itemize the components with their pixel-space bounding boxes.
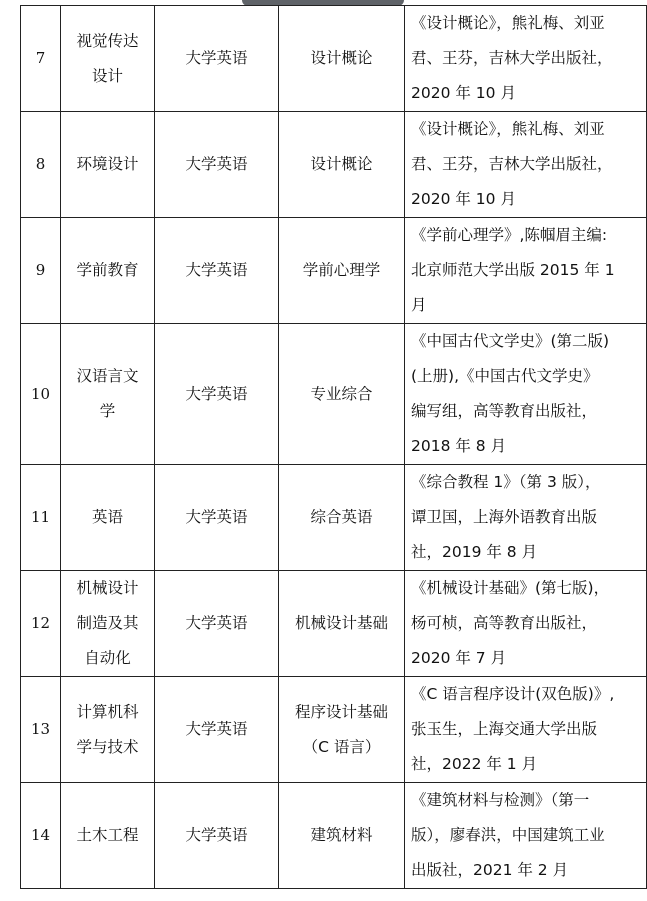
exam-subject-cell [279,6,405,112]
row-number: 9 [35,261,46,279]
major-cell [61,218,155,324]
exam-subject: 学前心理学 [302,261,381,279]
major-name: 计算机科 学与技术 [76,702,139,756]
exam-subject-cell [279,571,405,677]
major-cell [61,465,155,571]
row-number-cell [21,571,61,677]
major-cell [61,571,155,677]
major-cell [61,112,155,218]
table-row [21,218,647,324]
major-name: 汉语言文 学 [76,367,139,420]
table-body [21,6,647,889]
major-name: 土木工程 [76,826,139,844]
exam-subject: 综合英语 [310,508,373,526]
table-row [21,677,647,783]
exam-subject-cell [279,218,405,324]
public-subject: 大学英语 [185,508,248,526]
row-number-cell [21,783,61,889]
major-name: 视觉传达 设计 [76,31,139,85]
reference-book: 《设计概论》，熊礼梅、刘亚 君、王芬，吉林大学出版社， 2020 年 10 月 [411,120,613,208]
exam-subject-cell [279,783,405,889]
exam-subject-cell [279,324,405,465]
public-subject-cell [155,783,279,889]
reference-book-cell [405,112,647,218]
reference-book-cell [405,465,647,571]
reference-book: 《中国古代文学史》(第二版) (上册),《中国古代文学史》 编写组，高等教育出版社， 2018 年 8 月 [411,332,610,455]
exam-subject-cell [279,112,405,218]
row-number-cell [21,6,61,112]
major-name: 学前教育 [76,261,139,279]
row-number-cell [21,218,61,324]
reference-book-cell [405,6,647,112]
row-number: 13 [30,720,51,738]
public-subject-cell [155,324,279,465]
major-name: 环境设计 [76,155,139,173]
reference-book: 《机械设计基础》(第七版)， 杨可桢，高等教育出版社， 2020 年 7 月 [411,579,610,667]
table-row [21,465,647,571]
major-name: 机械设计 制造及其 自动化 [76,579,139,667]
table-row [21,783,647,889]
public-subject-cell [155,6,279,112]
public-subject: 大学英语 [185,720,248,738]
reference-book-cell [405,324,647,465]
reference-book: 《C 语言程序设计(双色版)》, 张玉生，上海交通大学出版 社，2022 年 1 月 [411,685,615,773]
exam-subject: 机械设计基础 [294,614,388,632]
reference-book: 《建筑材料与检测》（第一 版），廖春洪，中国建筑工业 出版社，2021 年 2 月 [411,791,605,879]
row-number: 7 [35,49,46,67]
exam-subject: 程序设计基础 （C 语言） [294,702,388,756]
public-subject: 大学英语 [185,826,248,844]
reference-book-cell [405,571,647,677]
exam-subject-cell [279,465,405,571]
reference-book-cell [405,783,647,889]
row-number: 14 [30,826,51,844]
exam-subject-cell [279,677,405,783]
row-number: 8 [35,155,46,173]
reference-book-cell [405,218,647,324]
row-number: 12 [30,614,51,632]
major-cell [61,324,155,465]
row-number: 10 [30,384,51,403]
row-number-cell [21,465,61,571]
major-name: 英语 [91,508,123,526]
table-row [21,324,647,465]
exam-subject: 建筑材料 [310,826,373,844]
public-subject: 大学英语 [185,155,248,173]
table-row [21,571,647,677]
exam-subject: 设计概论 [310,155,373,173]
public-subject-cell [155,677,279,783]
public-subject: 大学英语 [185,384,248,403]
public-subject: 大学英语 [185,49,248,67]
major-cell [61,6,155,112]
row-number-cell [21,112,61,218]
row-number-cell [21,677,61,783]
public-subject-cell [155,218,279,324]
major-cell [61,783,155,889]
reference-book: 《学前心理学》,陈帼眉主编: 北京师范大学出版 2015 年 1 月 [411,226,615,314]
row-number: 11 [30,508,51,526]
reference-book: 《设计概论》，熊礼梅、刘亚 君、王芬，吉林大学出版社， 2020 年 10 月 [411,14,613,102]
reference-book: 《综合教程 1》（第 3 版）， 谭卫国，上海外语教育出版 社，2019 年 8 月 [411,473,601,561]
public-subject-cell [155,465,279,571]
public-subject-cell [155,571,279,677]
table-row [21,6,647,112]
exam-subject: 专业综合 [310,384,373,403]
reference-book-cell [405,677,647,783]
public-subject: 大学英语 [185,261,248,279]
exam-subject: 设计概论 [310,49,373,67]
public-subject: 大学英语 [185,614,248,632]
textbook-table [20,5,647,889]
major-cell [61,677,155,783]
table-row [21,112,647,218]
row-number-cell [21,324,61,465]
public-subject-cell [155,112,279,218]
